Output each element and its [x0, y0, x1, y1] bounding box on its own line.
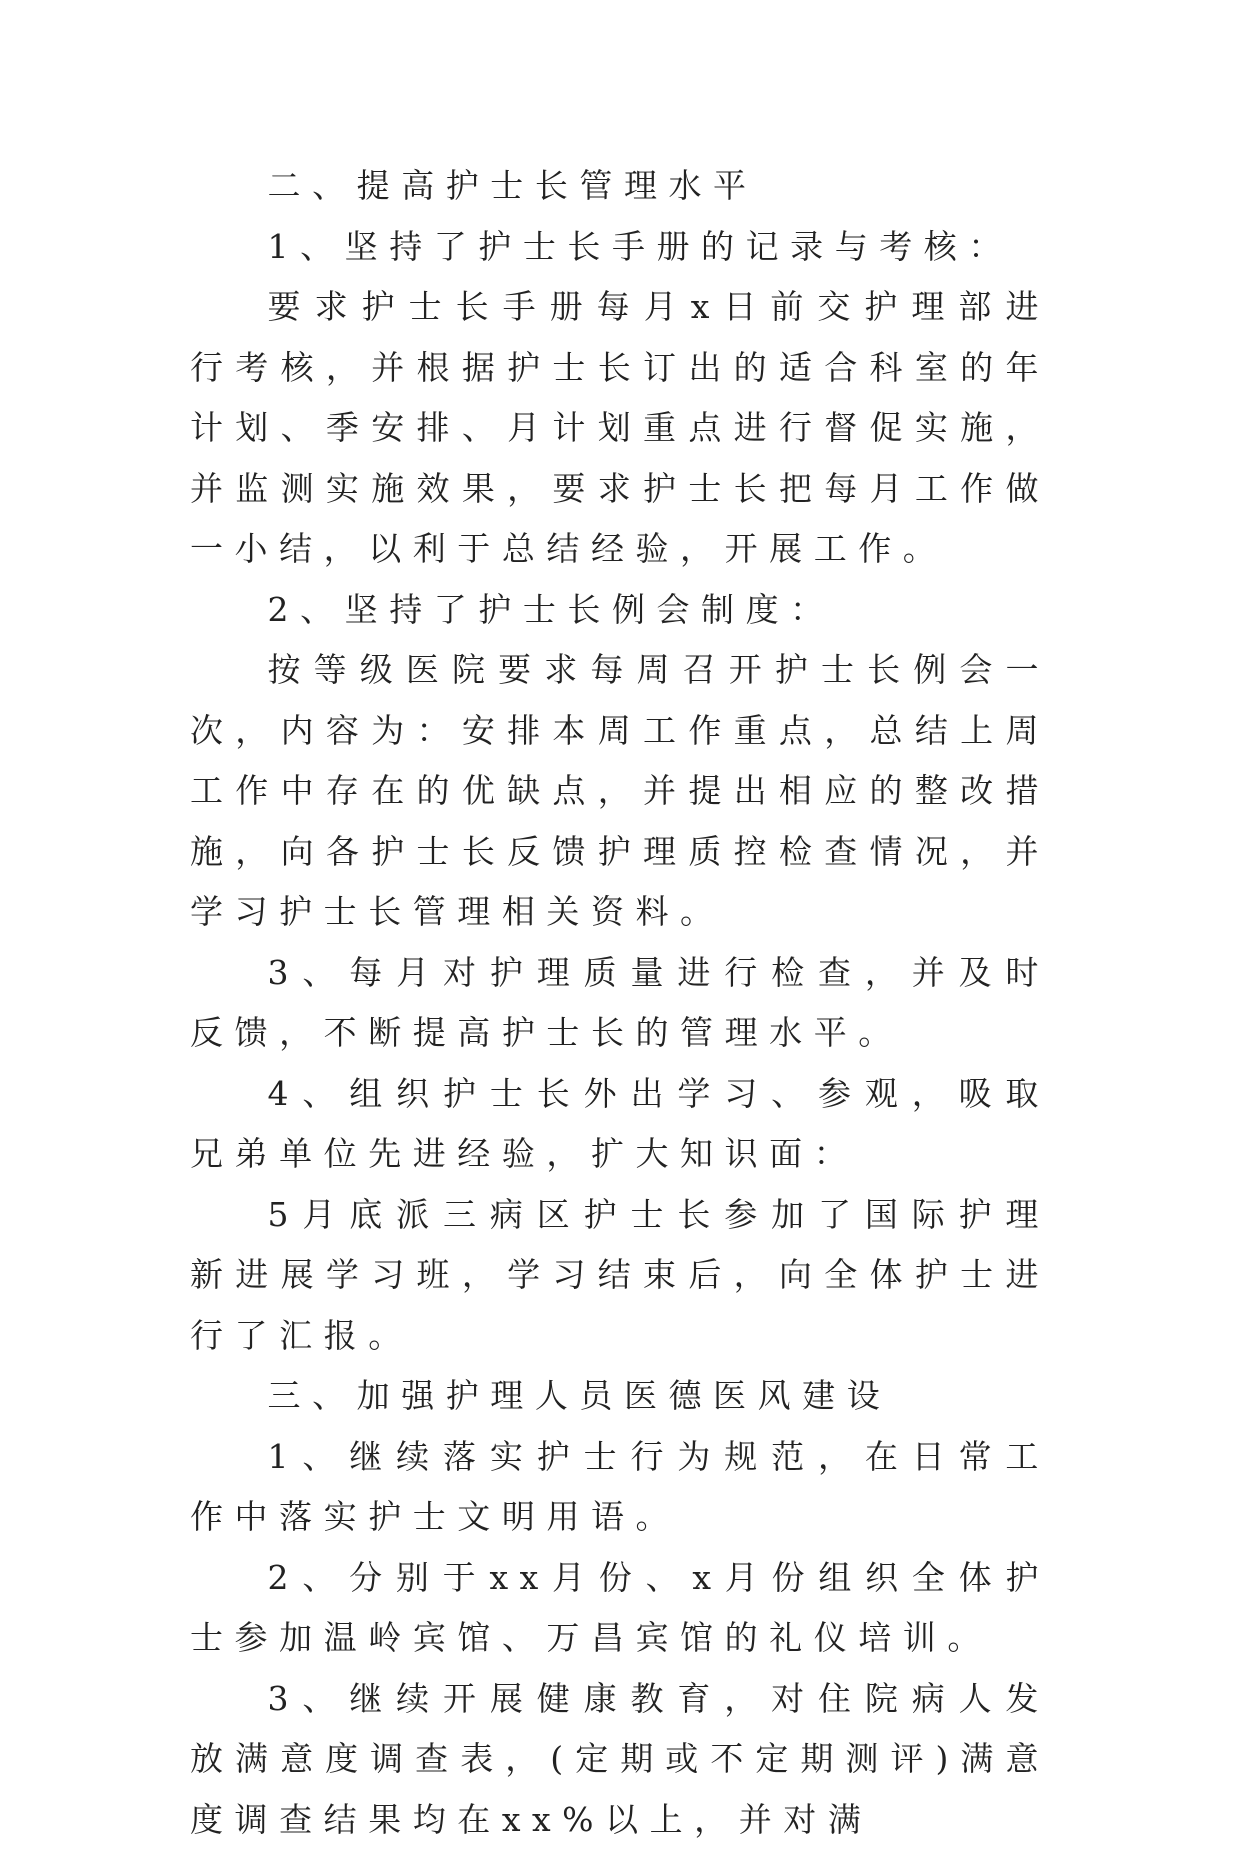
paragraph: 4、组织护士长外出学习、参观，吸取兄弟单位先进经验，扩大知识面： [190, 1064, 1050, 1185]
paragraph: 2、分别于xx月份、x月份组织全体护士参加温岭宾馆、万昌宾馆的礼仪培训。 [190, 1548, 1050, 1669]
paragraph: 1、坚持了护士长手册的记录与考核： [190, 217, 1050, 278]
paragraph: 1、继续落实护士行为规范，在日常工作中落实护士文明用语。 [190, 1427, 1050, 1548]
paragraph: 要求护士长手册每月x日前交护理部进行考核，并根据护士长订出的适合科室的年计划、季安排、月计划重点进行督促实施，并监测实施效果，要求护士长把每月工作做一小结，以利于总结经验，开展工作。 [190, 277, 1050, 580]
paragraph: 2、坚持了护士长例会制度： [190, 580, 1050, 641]
section-heading: 二、提高护士长管理水平 [190, 156, 1050, 217]
paragraph: 3、继续开展健康教育，对住院病人发放满意度调查表，(定期或不定期测评)满意度调查结果均在xx%以上，并对满 [190, 1669, 1050, 1850]
paragraph: 5月底派三病区护士长参加了国际护理新进展学习班，学习结束后，向全体护士进行了汇报。 [190, 1185, 1050, 1367]
paragraph: 3、每月对护理质量进行检查，并及时反馈，不断提高护士长的管理水平。 [190, 943, 1050, 1064]
section-heading: 三、加强护理人员医德医风建设 [190, 1366, 1050, 1427]
paragraph: 按等级医院要求每周召开护士长例会一次，内容为：安排本周工作重点，总结上周工作中存在的优缺点，并提出相应的整改措施，向各护士长反馈护理质控检查情况，并学习护士长管理相关资料。 [190, 640, 1050, 943]
document-body [190, 156, 1050, 1850]
